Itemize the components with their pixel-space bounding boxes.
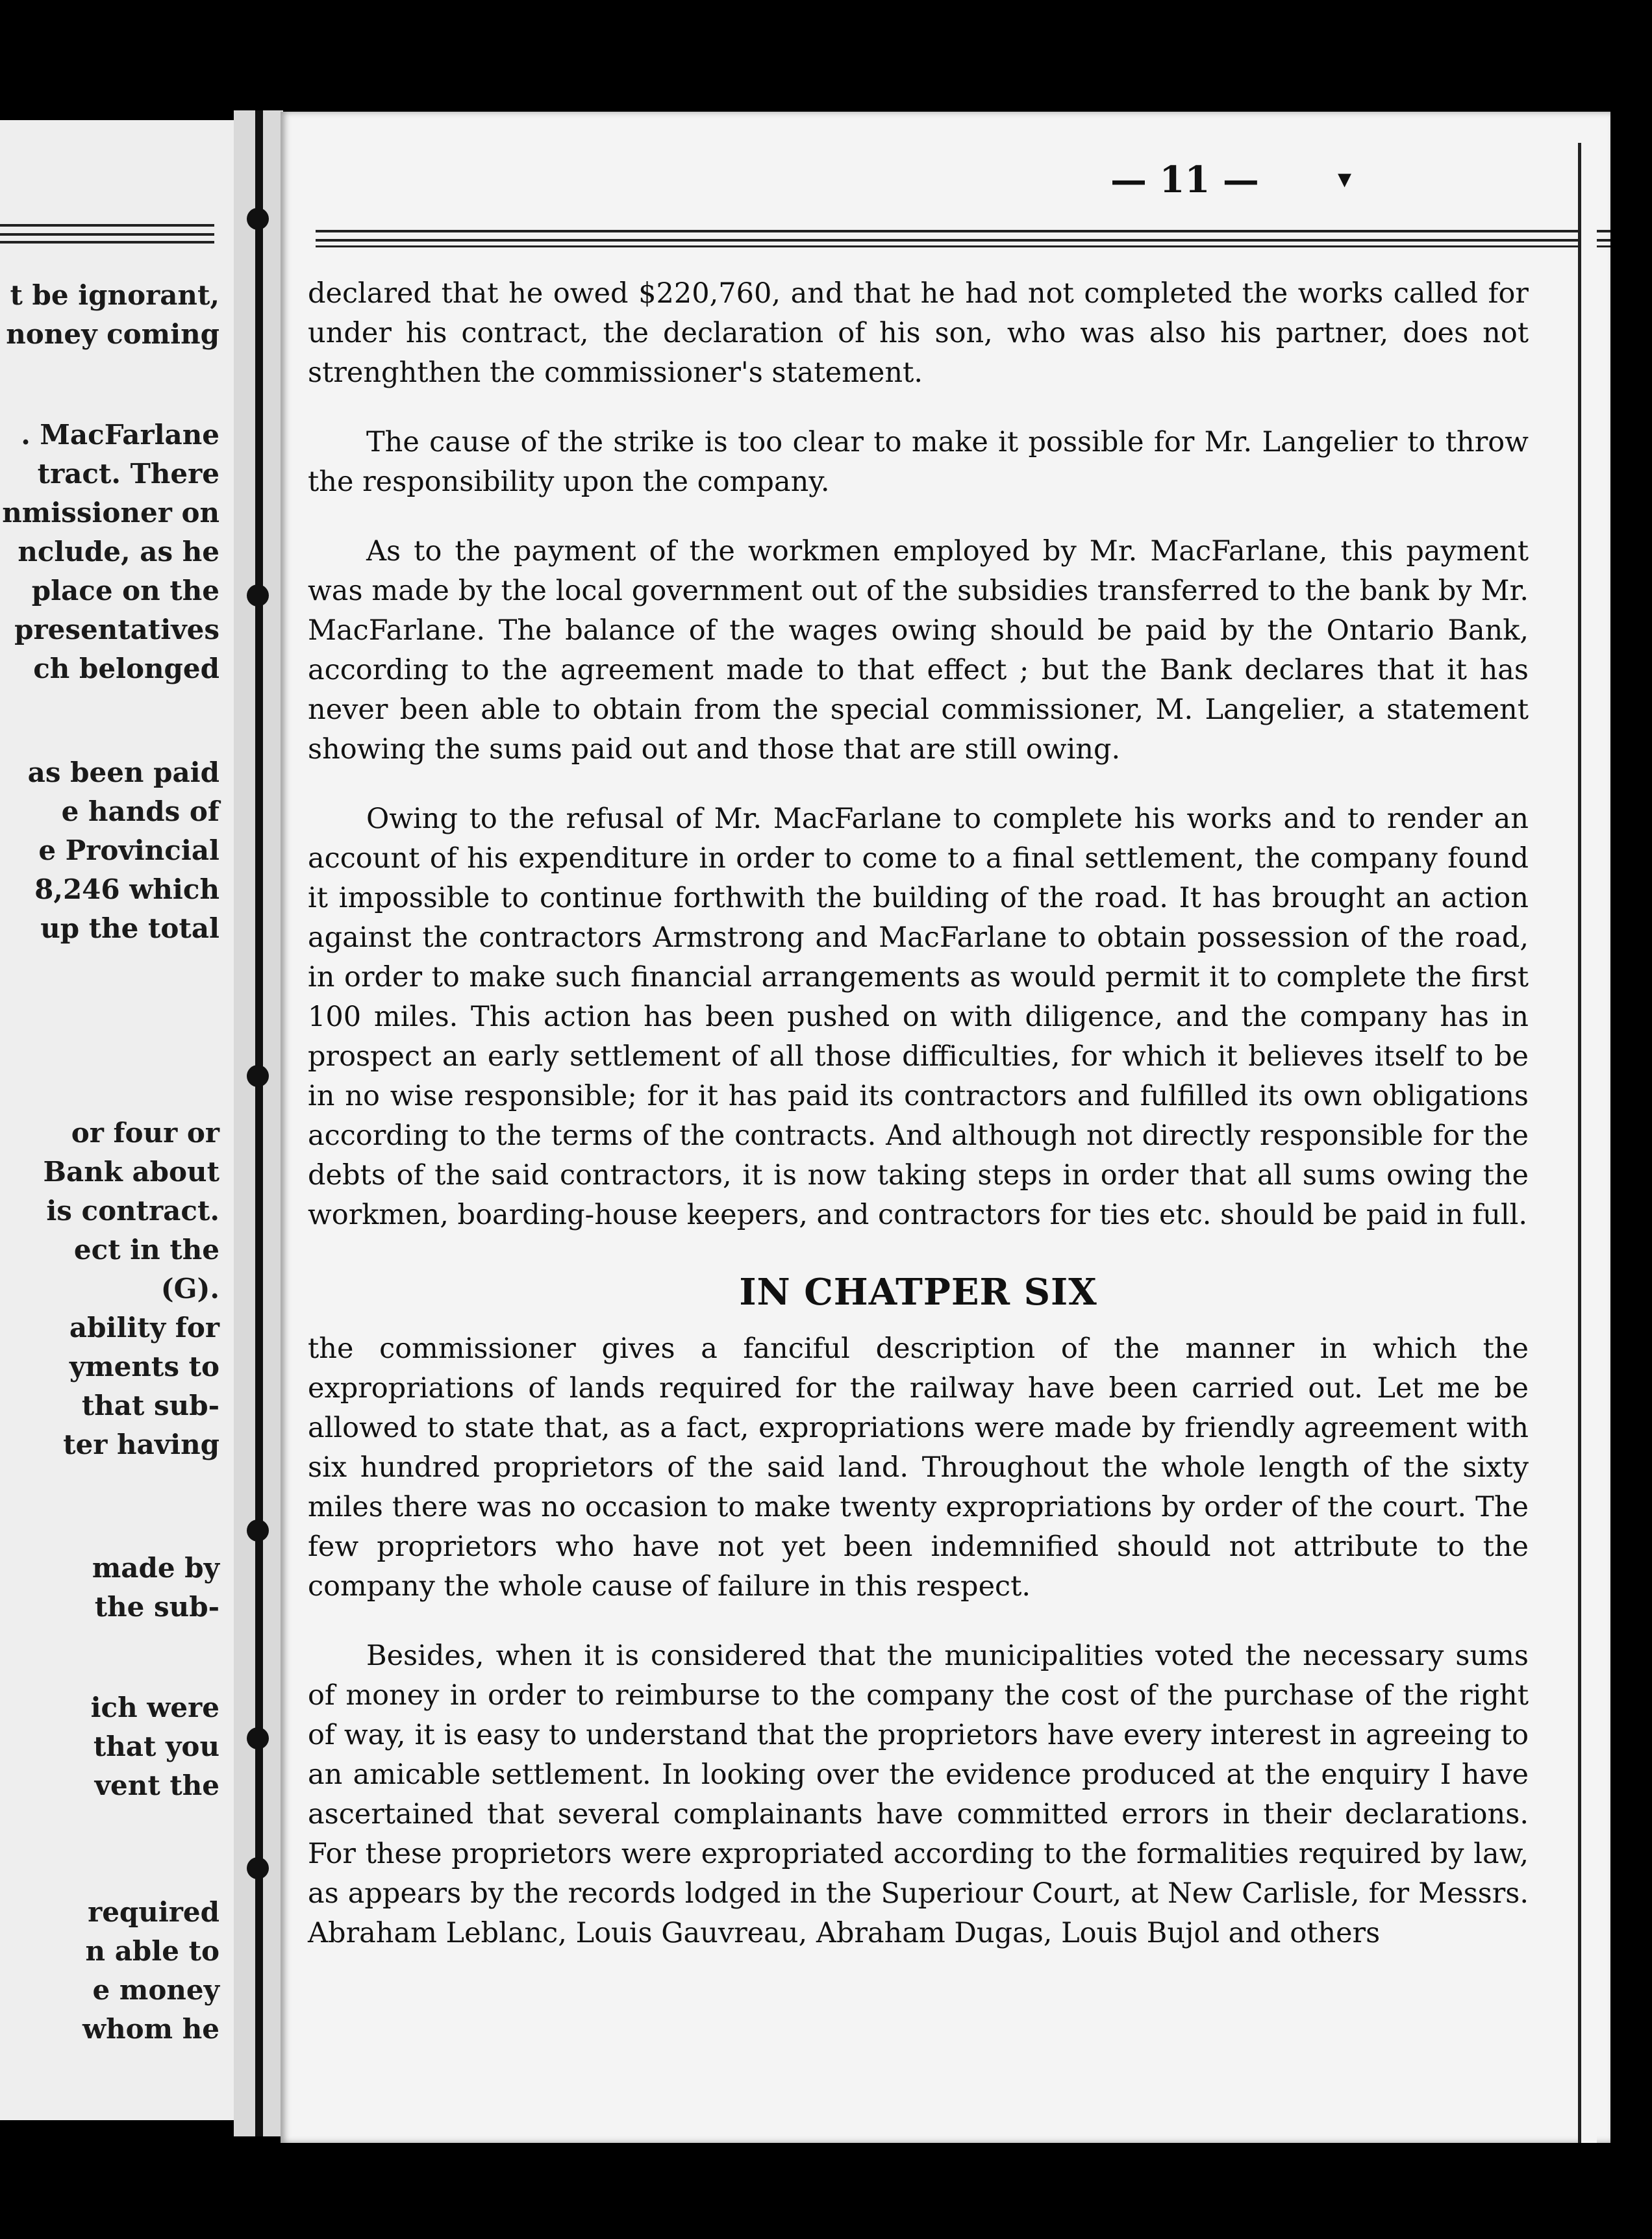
left-page-fragment (0, 120, 234, 2120)
left-text-line: tract. There (37, 458, 219, 490)
left-text-line: yments to (69, 1351, 219, 1382)
left-text-line: presentatives (14, 614, 219, 645)
header-rule (316, 239, 1610, 242)
paragraph: declared that he owed $220,760, and that he had not completed the works called for under his contract, the declaration of his son, who was also his partner, does not strenghthen the commissioner's statement. (308, 277, 1529, 389)
left-text-line: ter having (63, 1429, 219, 1460)
left-rule (0, 241, 214, 244)
left-text-line: that you (93, 1731, 219, 1762)
left-text-line: ability for (69, 1312, 219, 1344)
paragraph: The cause of the strike is too clear to make it possible for Mr. Langelier to throw the responsibility upon the company. (308, 426, 1529, 498)
left-text-line: made by (92, 1552, 219, 1584)
left-text-line: vent the (94, 1770, 219, 1801)
binding-knot (247, 1727, 269, 1749)
left-text-line: place on the (31, 575, 219, 607)
left-text-line: n able to (85, 1935, 219, 1967)
paragraph: the commissioner gives a fanciful description of the manner in which the expropriations of lands required for the railway have been carried out. Let me be allowed to state that, as a fact, expropriations were made by friendly agreement with six hundred proprietors of the said land. Throughout the whole length of the sixty miles there was no occasion to make twenty expropriations by order of the court. The few proprietors who have not yet been indemnified should not attribute to the company the whole cause of failure in this respect. (308, 1332, 1529, 1603)
left-text-line: ect in the (73, 1234, 219, 1266)
document-page (281, 112, 1610, 2143)
binding-knot (247, 1065, 269, 1087)
paragraph: Owing to the refusal of Mr. MacFarlane to complete his works and to render an account of his expenditure in order to come to a final settlement, the company found it impossible to continue forthwith the building of the road. It has brought an action against the contractors Armstrong and MacFarlane to obtain possession of the road, in order to make such financial arrangements as would permit it to complete the first 100 miles. This action has been pushed on with diligence, and the company has in prospect an early settlement of all those difficulties, for which it believes itself to be in no wise responsible; for it has paid its contractors and fulfilled its own obligations according to the terms of the contracts. And although not directly responsible for the debts of the said contractors, it is now taking steps in order that all sums owing the workmen, boarding-house keepers, and contractors for ties etc. should be paid in full. (308, 803, 1529, 1231)
left-text-line: noney coming (6, 318, 219, 350)
binding-knot (247, 584, 269, 607)
left-text-line: the sub- (94, 1591, 219, 1623)
binding-knot (247, 1857, 269, 1879)
page-header (281, 158, 1610, 236)
page-edge (1578, 143, 1597, 2143)
left-text-line: 8,246 which (34, 873, 219, 905)
left-text-line: or four or (71, 1117, 219, 1149)
left-text-line: nclude, as he (18, 536, 219, 568)
binding-knot (247, 208, 269, 230)
left-text-line: up the total (40, 912, 219, 944)
left-rule (0, 224, 214, 227)
left-text-line: (G). (160, 1273, 219, 1305)
left-text-line: . MacFarlane (21, 419, 219, 451)
page-number: — 11 — (1110, 158, 1259, 201)
left-text-line: e hands of (61, 795, 219, 827)
left-text-line: whom he (82, 2013, 219, 2045)
header-rule (316, 230, 1610, 232)
section-heading: IN CHATPER SIX (739, 1271, 1097, 1314)
left-rule (0, 233, 214, 236)
binding-knot (247, 1520, 269, 1542)
left-text-line: is contract. (46, 1195, 219, 1227)
paragraph: As to the payment of the workmen employed by Mr. MacFarlane, this payment was made by the local government out of the subsidies transferred to the bank by Mr. MacFarlane. The balance of the wages owing should be paid by the Ontario Bank, according to the agreement made to that effect ; but the Bank declares that it has never been able to obtain from the special commissioner, M. Langelier, a statement showing the sums paid out and those that are still owing. (308, 535, 1529, 766)
header-rule (316, 245, 1610, 247)
left-text-line: required (88, 1896, 219, 1928)
left-text-line: t be ignorant, (10, 279, 219, 311)
paragraph: Besides, when it is considered that the municipalities voted the necessary sums of money in order to reimburse to the company the cost of the purchase of the right of way, it is easy to understand that the proprietors have every interest in agreeing to an amicable settlement. In looking over the evidence produced at the enquiry I have ascertained that several complainants have committed errors in their declarations. For these proprietors were expropriated according to the formalities required by law, as appears by the records lodged in the Superiour Court, at New Carlisle, for Messrs. Abraham Leblanc, Louis Gauvreau, Abraham Dugas, Louis Bujol and others (308, 1640, 1529, 1949)
left-text-line: e Provincial (38, 834, 219, 866)
left-text-line: that sub- (81, 1390, 219, 1421)
left-text-line: ch belonged (33, 653, 219, 684)
left-text-line: e money (92, 1974, 219, 2006)
page-body (308, 274, 1529, 1953)
header-mark: ▾ (1338, 162, 1352, 194)
left-text-line: Bank about (43, 1156, 219, 1188)
left-text-line: nmissioner on (2, 497, 219, 529)
left-text-line: as been paid (27, 757, 219, 788)
binding-thread (255, 110, 263, 2136)
left-text-line: ich were (90, 1692, 219, 1723)
